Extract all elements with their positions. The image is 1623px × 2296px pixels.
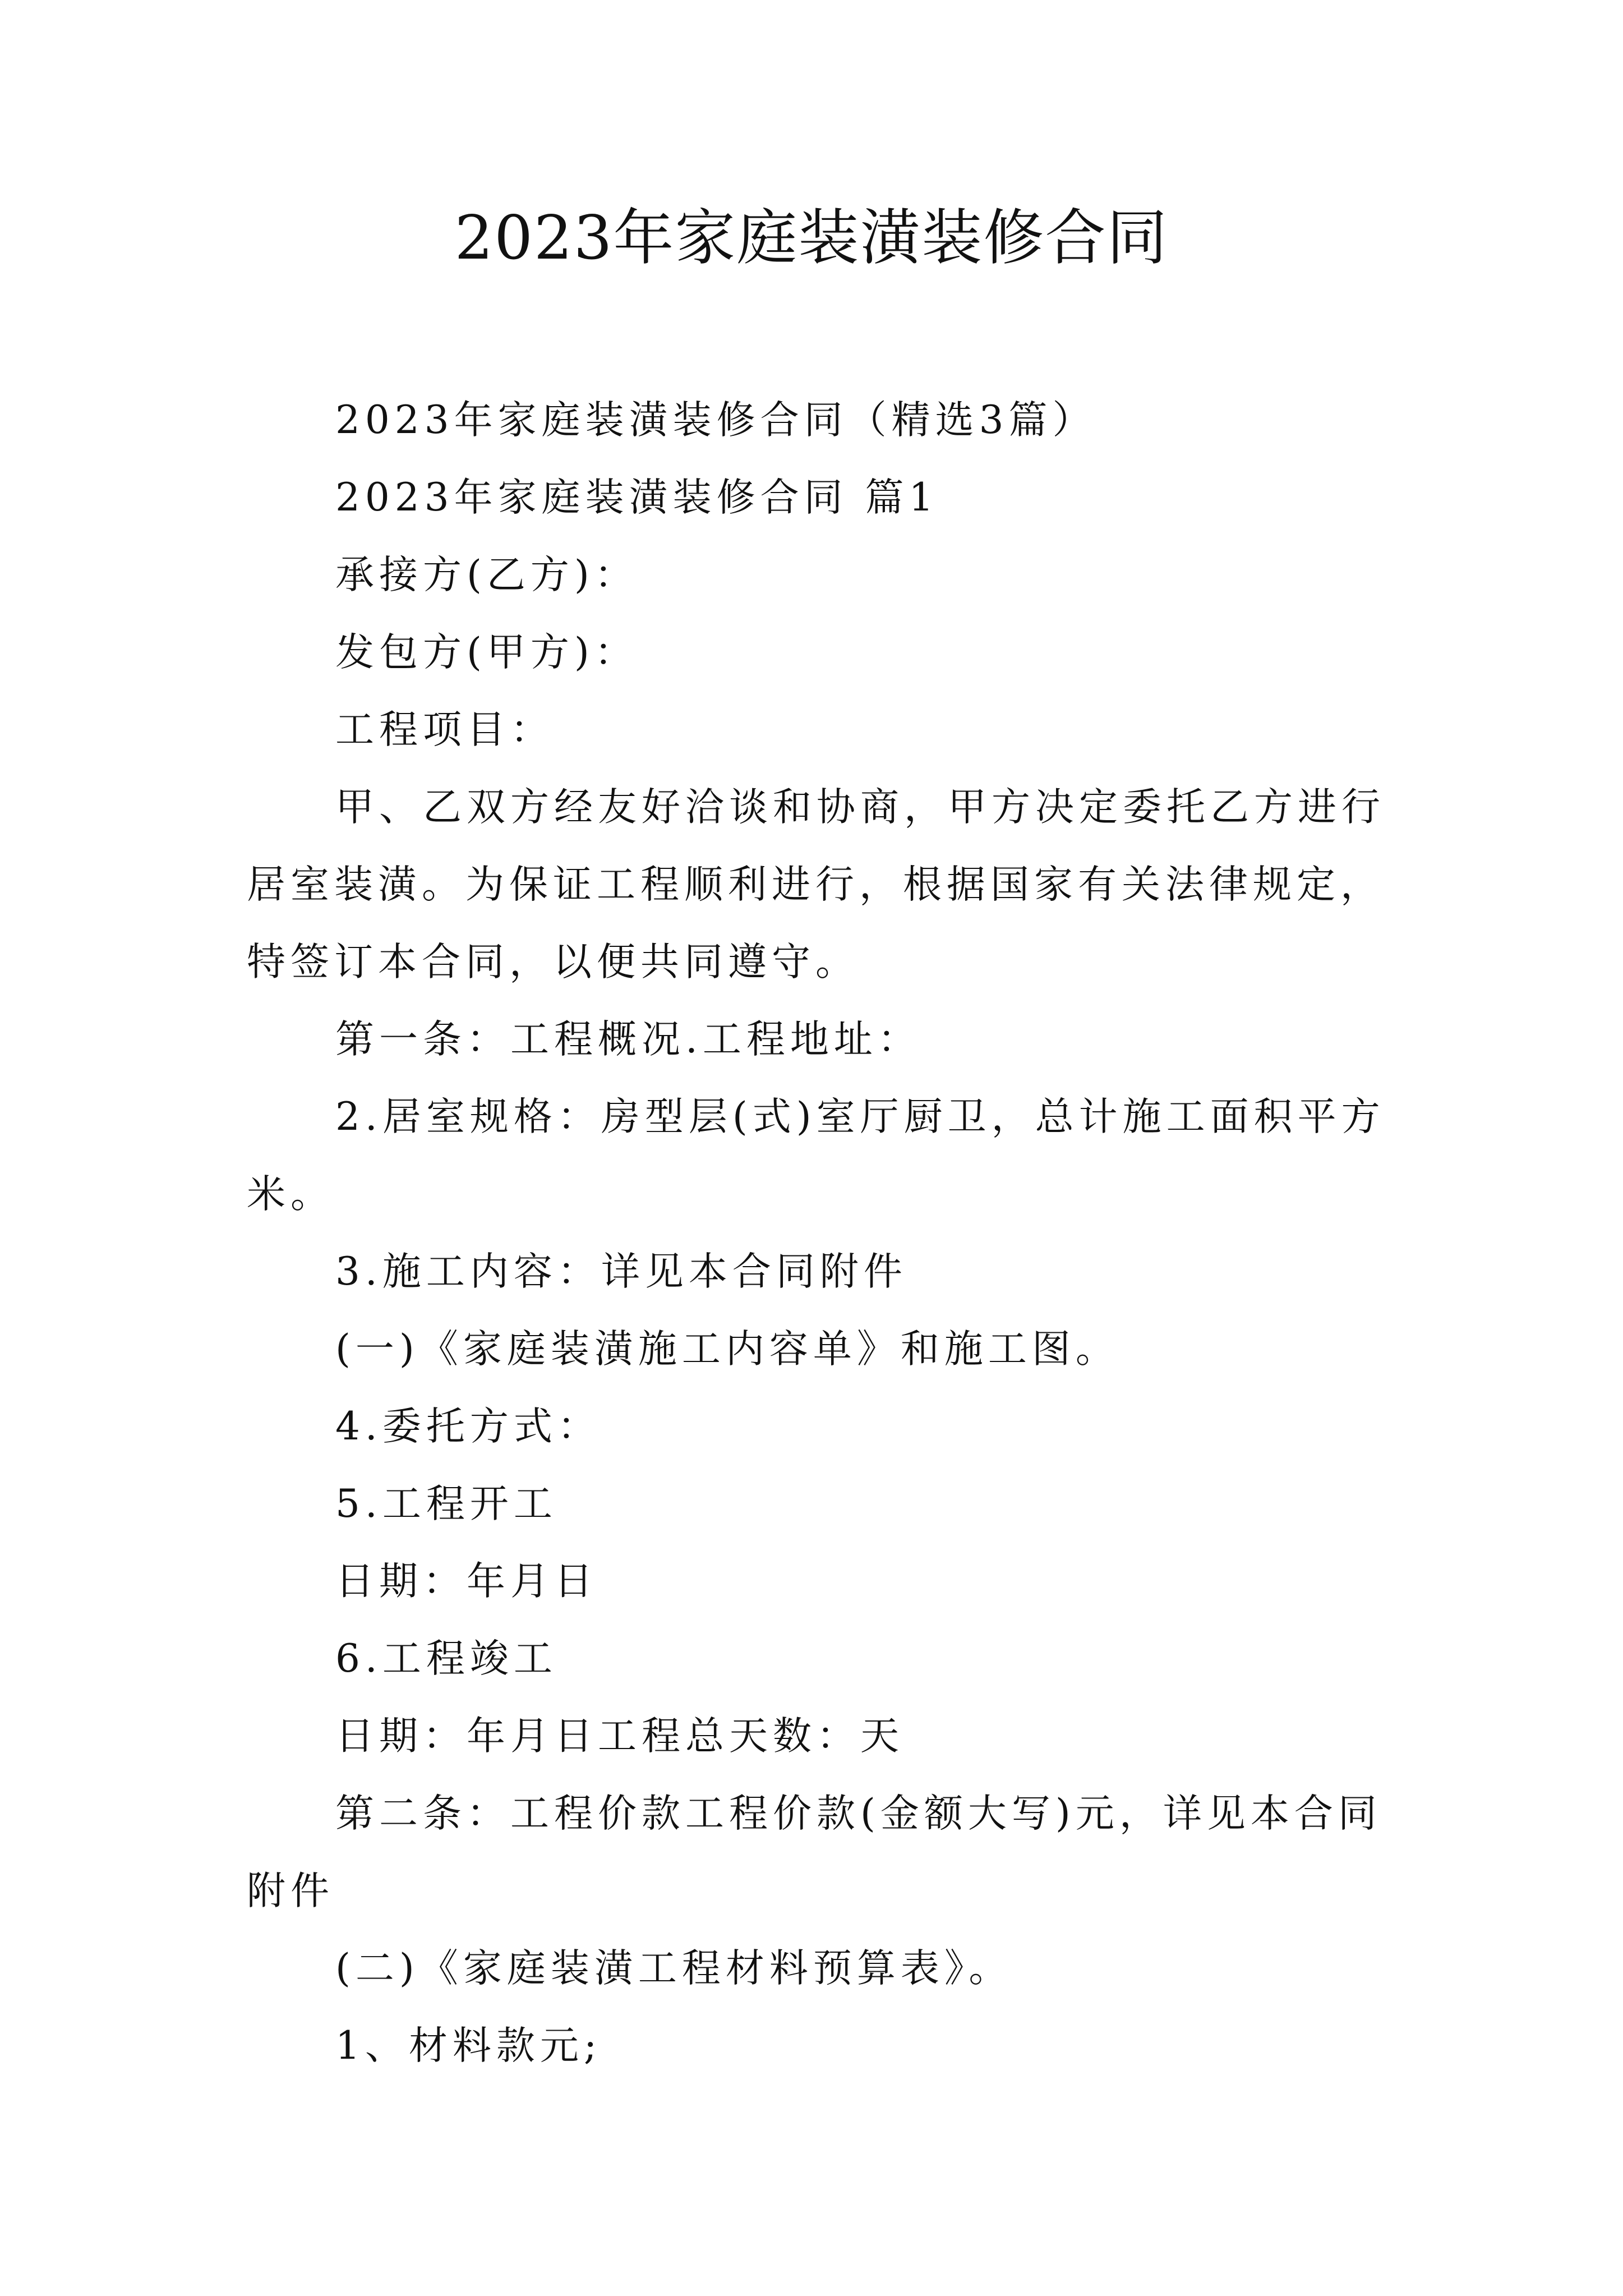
- document-title: 2023年家庭装潢装修合同: [454, 203, 1169, 273]
- paragraph-start-date: 日期：年月日: [335, 1559, 598, 1604]
- paragraph-preamble: 甲、乙双方经友好洽谈和协商，甲方决定委托乙方进行居室装潢。为保证工程顺利进行，根据国家有关法律规定，特签订本合同，以便共同遵守。: [247, 785, 1385, 984]
- paragraph-collection-title: 2023年家庭装潢装修合同（精选3篇）: [335, 398, 1096, 443]
- paragraph-contractor: 承接方(乙方)：: [335, 553, 638, 597]
- paragraph-material-cost: 1、材料款元;: [335, 2023, 602, 2068]
- paragraph-employer: 发包方(甲方)：: [335, 630, 638, 675]
- paragraph-project: 工程项目：: [335, 707, 554, 752]
- paragraph-room-spec: 2.居室规格：房型层(式)室厅厨卫，总计施工面积平方米。: [247, 1094, 1385, 1217]
- paragraph-commission-method: 4.委托方式：: [335, 1404, 601, 1449]
- document-body: [247, 381, 1391, 2085]
- paragraph-attachment-2: (二)《家庭装潢工程材料预算表》。: [335, 1946, 1013, 1991]
- paragraph-completion-date: 日期：年月日工程总天数：天: [335, 1714, 904, 1759]
- paragraph-work-content: 3.施工内容：详见本合同附件: [335, 1249, 907, 1294]
- paragraph-attachment-1: (一)《家庭装潢施工内容单》和施工图。: [335, 1327, 1119, 1372]
- paragraph-start: 5.工程开工: [335, 1481, 557, 1526]
- paragraph-article-1: 第一条：工程概况.工程地址：: [335, 1017, 921, 1062]
- paragraph-article-2: 第二条：工程价款工程价款(金额大写)元，详见本合同附件: [247, 1791, 1382, 1913]
- paragraph-part-heading: 2023年家庭装潢装修合同 篇1: [335, 475, 939, 520]
- paragraph-completion: 6.工程竣工: [335, 1636, 557, 1681]
